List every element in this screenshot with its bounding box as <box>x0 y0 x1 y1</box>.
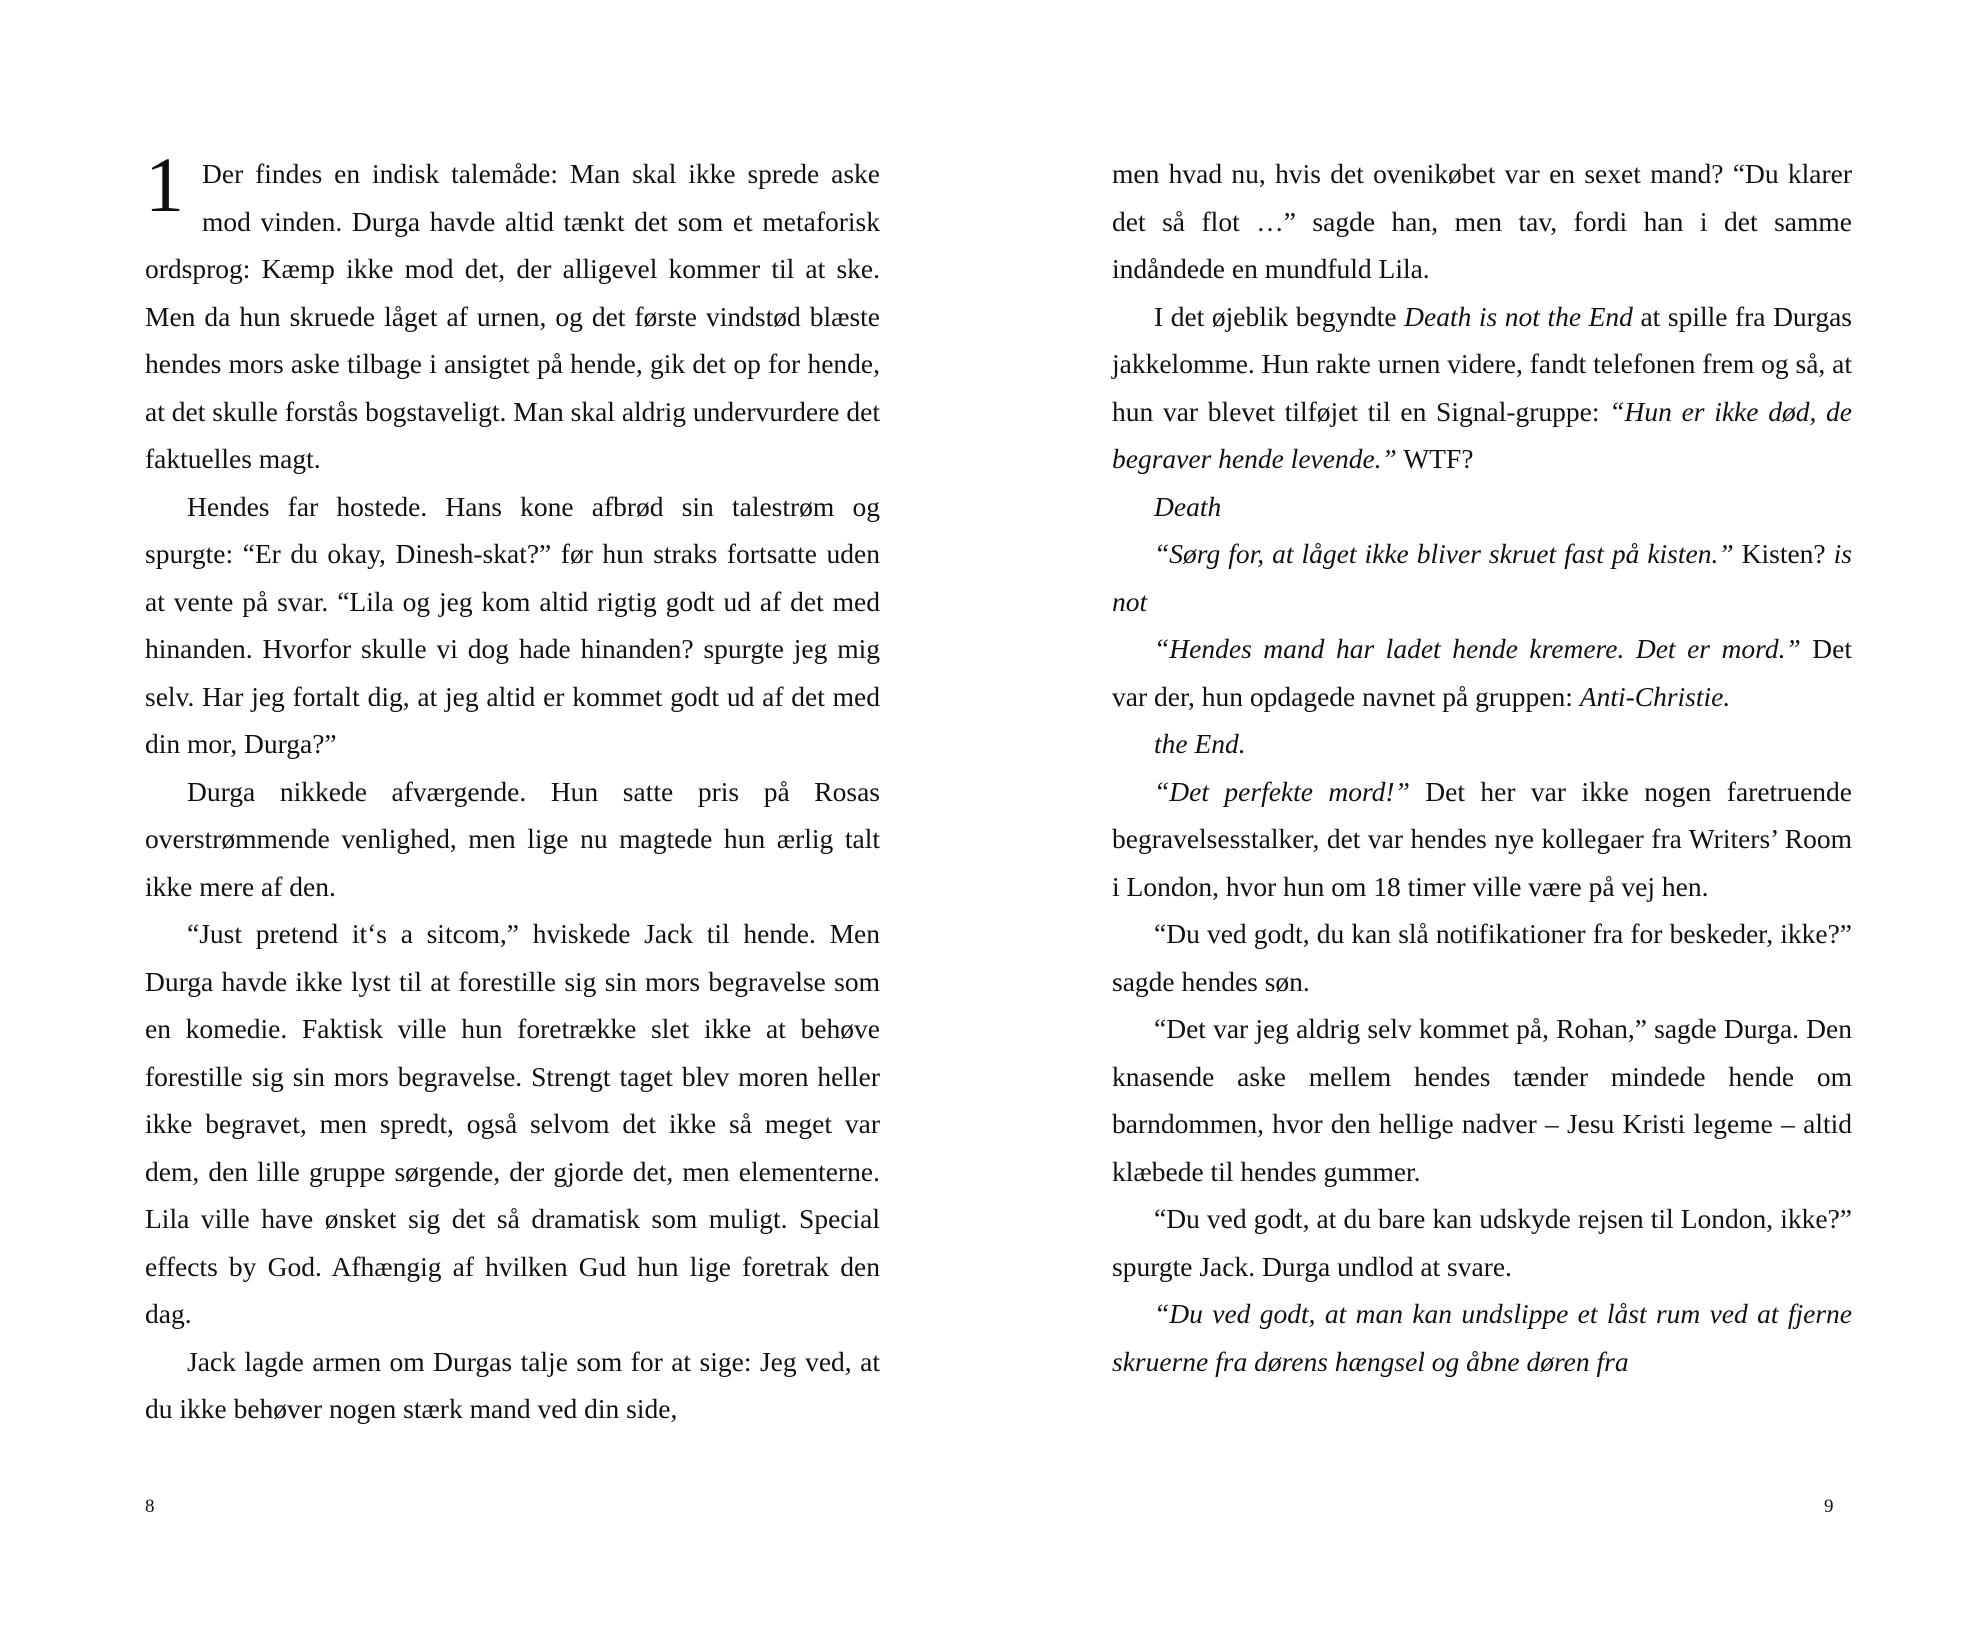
italic-run: “Det perfekte mord!” <box>1154 775 1410 807</box>
chapter-number: 1 <box>145 141 184 228</box>
body-text-right <box>1112 150 1852 1385</box>
paragraph-text <box>1112 538 1852 617</box>
italic-run: is not <box>1112 538 1852 617</box>
text-run: Det var der, hun opdagede navnet på gruppen: <box>1112 633 1852 712</box>
text-run: WTF? <box>1396 443 1474 474</box>
paragraph <box>1112 483 1852 531</box>
body-text-left <box>145 141 880 1433</box>
text-run: Hendes far hostede. Hans kone afbrød sin talestrøm og spurgte: “Er du okay, Dinesh-skat?” før hun straks fortsatte uden at vente på svar. “Lila og jeg kom altid rigtig godt ud af det med hinanden. Hvorfor skulle vi dog hade hinanden? spurgte jeg mig selv. Har jeg fortalt dig, at jeg altid er kommet godt ud af det med din mor, Durga?” <box>145 490 880 759</box>
text-run: Jack lagde armen om Durgas talje som for at sige: Jeg ved, at du ikke behøver nogen stærk mand ved din side, <box>145 1345 880 1424</box>
paragraph <box>1112 720 1852 768</box>
paragraph-text <box>1154 728 1246 759</box>
paragraph-text <box>145 158 880 474</box>
italic-run: Anti-Christie. <box>1579 680 1731 712</box>
text-run: “Just pretend it‘s a sitcom,” hviskede Jack til hende. Men Durga havde ikke lyst til at forestille sig sin mors begravelse som en komedie. Faktisk ville hun foretrække slet ikke at behøve forestille sig sin mors begravelse. Strengt taget blev moren heller ikke begravet, men spredt, også selvom det ikke så meget var dem, den lille gruppe sørgende, der gjorde det, men elementerne. Lila ville have ønsket sig det så dramatisk som muligt. Special effects by God. Afhængig af hvilken Gud hun lige foretrak den dag. <box>145 918 880 1329</box>
text-run: “Det var jeg aldrig selv kommet på, Rohan,” sagde Durga. Den knasende aske mellem hendes tænder mindede hende om barndommen, hvor den hellige nadver – Jesu Kristi legeme – altid klæbede til hendes gummer. <box>1112 1013 1852 1187</box>
paragraph-text <box>145 918 880 1329</box>
paragraph <box>1112 1290 1852 1385</box>
page-number-right: 9 <box>1824 1496 1834 1517</box>
paragraph <box>1112 293 1852 483</box>
italic-run: “Sørg for, at låget ikke bliver skruet fast på kisten.” <box>1154 538 1734 569</box>
paragraph <box>1112 910 1852 1005</box>
paragraph-text <box>1112 918 1852 997</box>
paragraph <box>145 1338 880 1433</box>
text-run: Durga nikkede afværgende. Hun satte pris på Rosas overstrømmende venlighed, men lige nu magtede hun ærlig talt ikke mere af den. <box>145 775 880 902</box>
paragraph-text <box>1112 776 1852 902</box>
text-run: Det her var ikke nogen faretruende begravelsesstalker, det var hendes nye kollegaer fra Writers’ Room i London, hvor hun om 18 timer ville være på vej hen. <box>1112 775 1852 902</box>
paragraph-text <box>145 491 880 760</box>
text-run: “Du ved godt, at du bare kan udskyde rejsen til London, ikke?” spurgte Jack. Durga undlod at svare. <box>1112 1203 1852 1282</box>
text-run: Kisten? <box>1733 538 1834 569</box>
italic-run: the End. <box>1154 728 1246 759</box>
text-run: I det øjeblik begyndte <box>1154 300 1405 332</box>
paragraph-text <box>1154 491 1221 522</box>
text-run: Der findes en indisk talemåde: Man skal ikke sprede aske mod vinden. Durga havde altid tænkt det som et metaforisk ordsprog: Kæmp ikke mod det, der alligevel kommer til at ske. Men da hun skruede låget af urnen, og det første vindstød blæste hendes mors aske tilbage i ansigtet på hende, gik det op for hende, at det skulle forstås bogstaveligt. Man skal aldrig undervurdere det faktuelles magt. <box>145 158 880 474</box>
paragraph <box>1112 1195 1852 1290</box>
paragraph <box>1112 150 1852 293</box>
paragraph-text <box>1112 1203 1852 1282</box>
italic-run: Death <box>1154 490 1222 522</box>
italic-run: “Du ved godt, at man kan undslippe et låst rum ved at fjerne skruerne fra dørens hængsel og åbne døren fra <box>1112 1298 1852 1377</box>
paragraph <box>1112 530 1852 625</box>
italic-run: “Hun er ikke død, de begraver hende levende.” <box>1112 395 1852 474</box>
paragraph-text <box>1112 158 1852 284</box>
italic-run: Death is not the End <box>1404 300 1633 332</box>
paragraph-text <box>1112 633 1852 712</box>
text-run: “Du ved godt, du kan slå notifikationer fra for beskeder, ikke?” sagde hendes søn. <box>1112 918 1852 997</box>
paragraph <box>145 768 880 911</box>
paragraph <box>145 483 880 768</box>
italic-run: “Hendes mand har ladet hende kremere. Det er mord.” <box>1154 633 1801 664</box>
paragraph <box>145 141 880 483</box>
page-number-left: 8 <box>145 1496 155 1517</box>
paragraph-text <box>145 776 880 902</box>
text-run: men hvad nu, hvis det ovenikøbet var en sexet mand? “Du klarer det så flot …” sagde han, men tav, fordi han i det samme indåndede en mundfuld Lila. <box>1112 158 1852 284</box>
paragraph <box>1112 1005 1852 1195</box>
paragraph <box>145 910 880 1338</box>
paragraph <box>1112 625 1852 720</box>
paragraph <box>1112 768 1852 911</box>
paragraph-text <box>1112 301 1852 475</box>
paragraph-text <box>1112 1298 1852 1377</box>
paragraph-text <box>145 1346 880 1425</box>
paragraph-text <box>1112 1013 1852 1187</box>
page-right <box>992 0 1984 1626</box>
text-run: at spille fra Durgas jakkelomme. Hun rakte urnen videre, fandt telefonen frem og så, at hun var blevet tilføjet til en Signal-gruppe: <box>1112 300 1852 427</box>
